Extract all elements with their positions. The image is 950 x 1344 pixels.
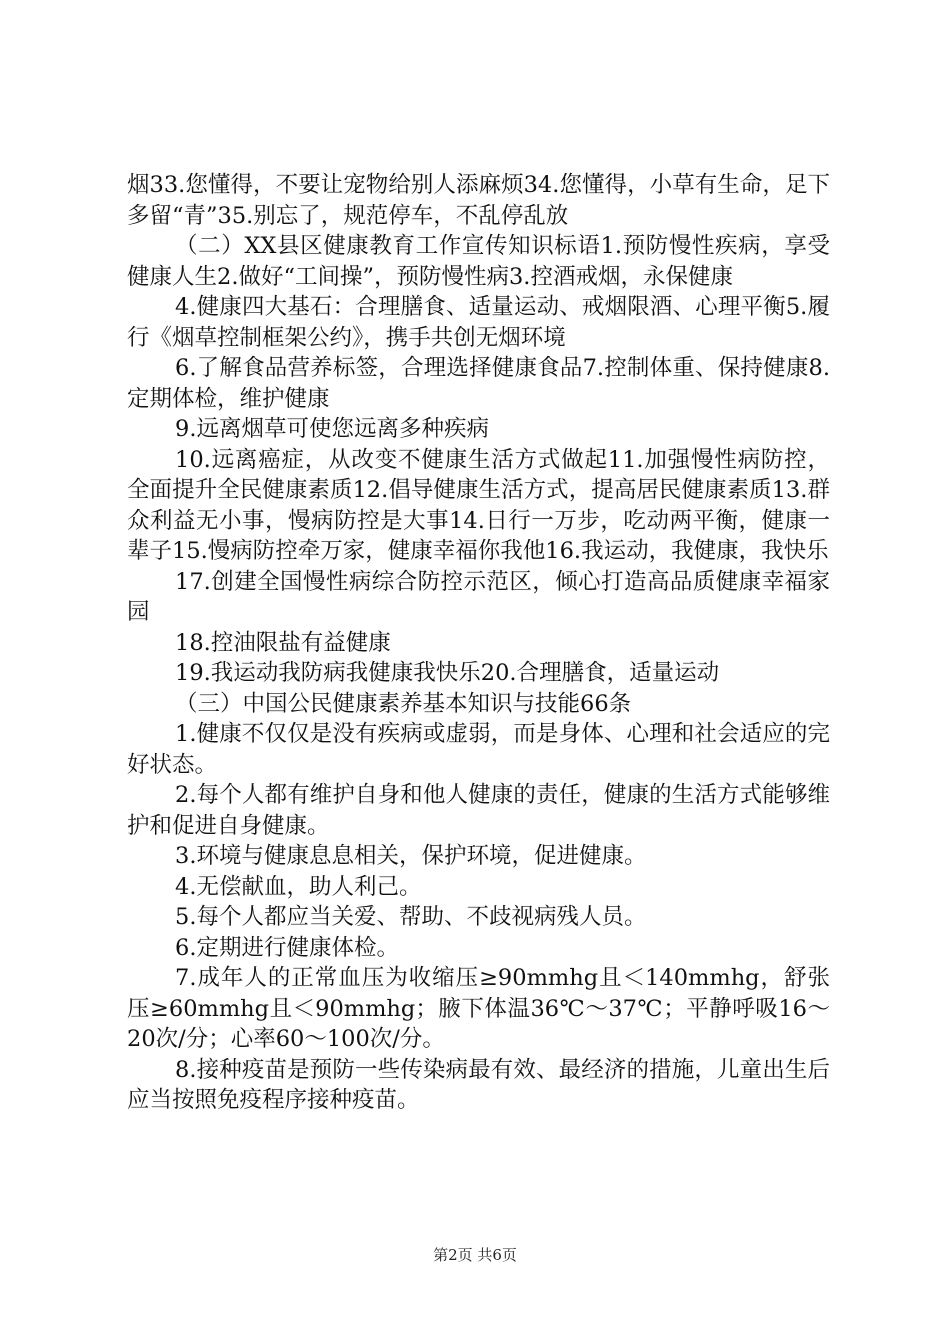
page-number-footer: 第2页 共6页 [433,1246,517,1264]
paragraph: 17.创建全国慢性病综合防控示范区，倾心打造高品质健康幸福家园 [127,568,830,625]
paragraph: 10.远离癌症，从改变不健康生活方式做起11.加强慢性病防控，全面提升全民健康素质12.倡导健康生活方式，提高居民健康素质13.群众利益无小事，慢病防控是大事14.日行一万步，吃动两平衡，健康一辈子15.慢病防控牵万家，健康幸福你我他16.我运动，我健康，我快乐 [127,446,830,564]
paragraph: 6.定期进行健康体检。 [175,934,399,961]
section-heading: （三）中国公民健康素养基本知识与技能66条 [175,690,632,717]
paragraph: 8.接种疫苗是预防一些传染病最有效、最经济的措施，儿童出生后应当按照免疫程序接种疫苗。 [127,1056,830,1113]
paragraph: 4.健康四大基石：合理膳食、适量运动、戒烟限酒、心理平衡5.履行《烟草控制框架公约》，携手共创无烟环境 [127,294,830,351]
paragraph: 19.我运动我防病我健康我快乐20.合理膳食，适量运动 [175,660,720,686]
paragraph: 18.控油限盐有益健康 [175,629,391,656]
paragraph: 6.了解食品营养标签，合理选择健康食品7.控制体重、保持健康8.定期体检，维护健康 [127,355,830,412]
paragraph: 4.无偿献血，助人利己。 [175,873,422,900]
paragraph: 7.成年人的正常血压为收缩压≥90mmhg且＜140mmhg，舒张压≥60mmhg且＜90mmhg；腋下体温36℃～37℃；平静呼吸16～20次/分；心率60～100次/分。 [127,965,830,1052]
paragraph: 9.远离烟草可使您远离多种疾病 [175,416,489,442]
paragraph: 1.健康不仅仅是没有疾病或虚弱，而是身体、心理和社会适应的完好状态。 [127,721,830,778]
document-body [127,170,830,1116]
paragraph: 2.每个人都有维护自身和他人健康的责任，健康的生活方式能够维护和促进自身健康。 [127,782,830,839]
paragraph: （二）XX县区健康教育工作宣传知识标语1.预防慢性疾病，享受健康人生2.做好“工间操”，预防慢性病3.控酒戒烟，永保健康 [127,233,830,290]
paragraph: 5.每个人都应当关爱、帮助、不歧视病残人员。 [175,904,647,930]
paragraph: 3.环境与健康息息相关，保护环境，促进健康。 [175,843,647,869]
paragraph: 烟33.您懂得，不要让宠物给别人添麻烦34.您懂得，小草有生命，足下多留“青”35.别忘了，规范停车，不乱停乱放 [127,172,830,229]
